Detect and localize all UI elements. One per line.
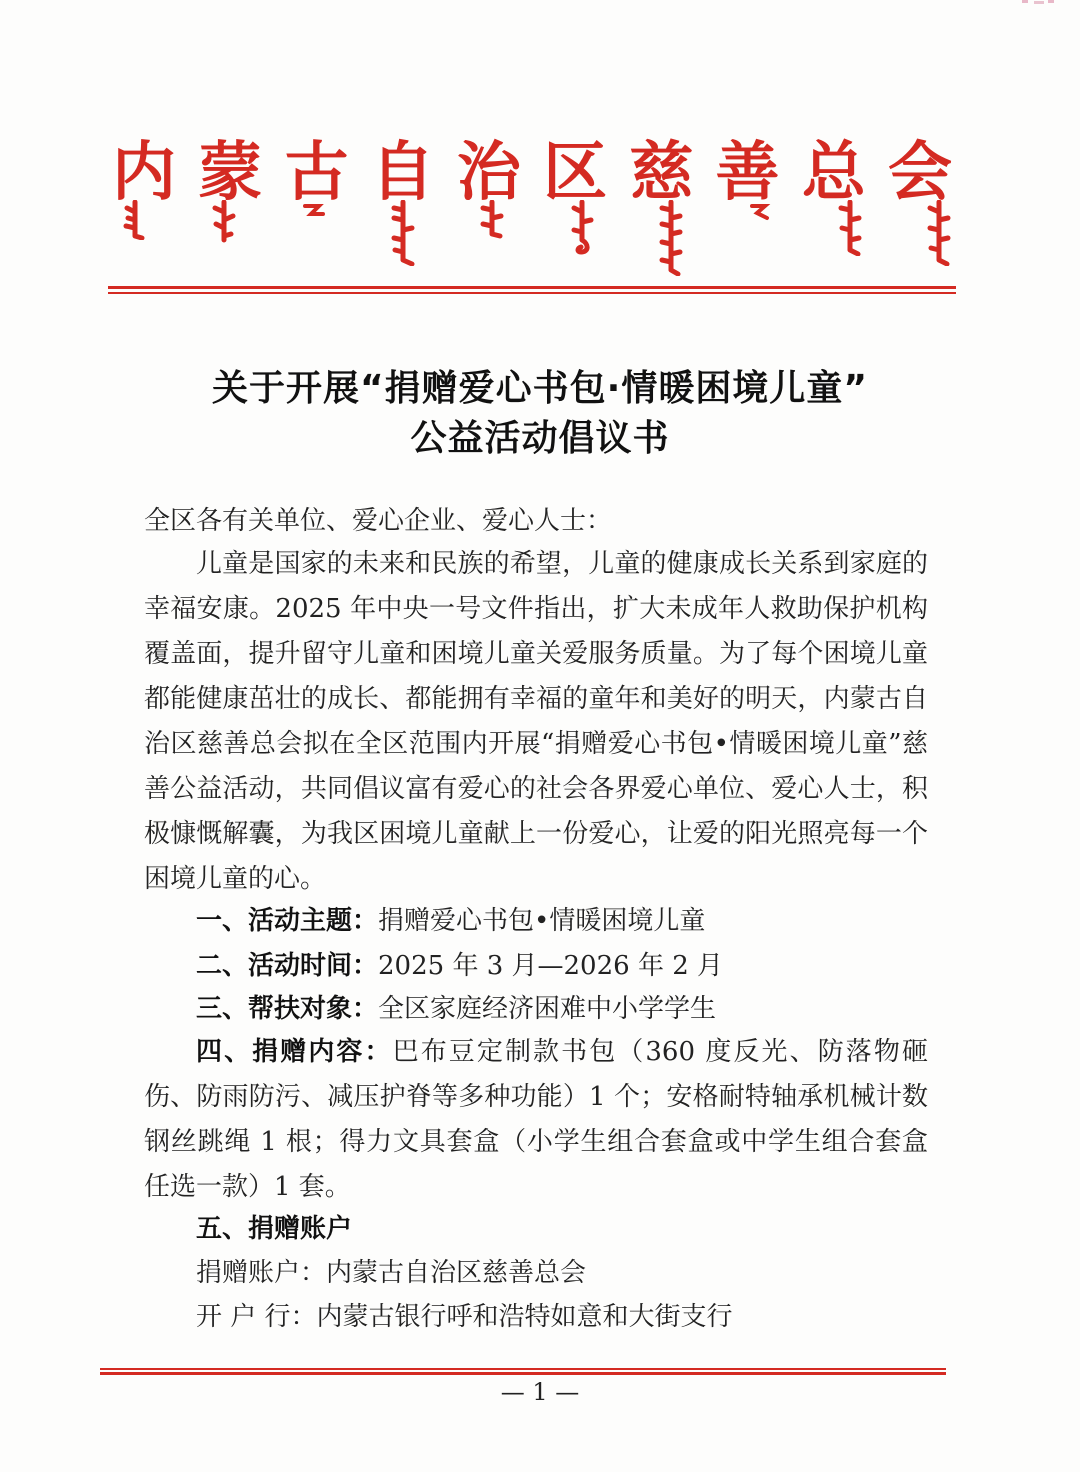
item-donation-account-heading <box>196 1208 928 1245</box>
red-rule-thin-line <box>108 292 956 294</box>
red-rule-thin-line <box>100 1368 946 1370</box>
item-label: 二、活动时间： <box>196 951 379 981</box>
mongolian-word-glyph <box>301 200 327 220</box>
item-donation-content <box>144 1030 928 1210</box>
letterhead-char: 会 <box>887 135 952 210</box>
letterhead-mongolian-script <box>122 200 952 290</box>
account-bank-line: 开 户 行：内蒙古银行呼和浩特如意和大街支行 <box>196 1302 733 1332</box>
mongolian-word-glyph <box>211 200 237 244</box>
item-activity-theme <box>196 900 928 937</box>
item-beneficiaries <box>196 988 928 1025</box>
letterhead-char: 蒙 <box>198 135 263 210</box>
item-value: 捐赠爱心书包•情暖困境儿童 <box>378 906 706 936</box>
letterhead-char: 治 <box>456 135 521 210</box>
mongolian-word-glyph <box>747 200 773 224</box>
letterhead-char: 内 <box>112 135 176 210</box>
item-label: 五、捐赠账户 <box>196 1214 353 1244</box>
letterhead-char: 古 <box>284 135 349 210</box>
item-label: 四、捐赠内容： <box>196 1037 393 1067</box>
mongolian-word-glyph <box>569 200 595 260</box>
item-value: 2025 年 3 月—2026 年 2 月 <box>378 951 724 981</box>
letterhead-char: 总 <box>801 135 866 210</box>
red-rule-thick-line <box>108 286 956 289</box>
salutation: 全区各有关单位、爱心企业、爱心人士： <box>144 506 613 536</box>
item-label: 一、活动主题： <box>196 906 379 936</box>
mongolian-word-glyph <box>390 200 416 266</box>
item-activity-time <box>196 945 928 982</box>
mongolian-word-glyph <box>926 200 952 266</box>
letterhead-char: 善 <box>715 135 780 210</box>
letterhead-char: 区 <box>543 135 608 210</box>
letterhead-char: 自 <box>370 135 435 210</box>
mongolian-word-glyph <box>122 200 148 240</box>
page-number: — 1 — <box>500 1378 580 1406</box>
document-title-line-2: 公益活动倡议书 <box>410 418 670 459</box>
item-value: 全区家庭经济困难中小学学生 <box>378 994 717 1024</box>
red-rule-thick-line <box>100 1372 946 1375</box>
account-name-line: 捐赠账户：内蒙古自治区慈善总会 <box>196 1258 587 1288</box>
letterhead-char: 慈 <box>629 135 694 210</box>
item-value: 巴布豆定制款书包（360 度反光、防落物砸伤、防雨防污、减压护脊等多种功能）1 个；安格耐特轴承机械计数钢丝跳绳 1 根；得力文具套盒（小学生组合套盒或中学生组合套盒任选一款）1 套。 <box>144 1037 928 1202</box>
mongolian-word-glyph <box>479 200 505 240</box>
item-label: 三、帮扶对象： <box>196 994 379 1024</box>
footer-red-rule <box>100 1368 946 1376</box>
mongolian-word-glyph <box>658 200 684 276</box>
document-title-line-1: 关于开展“捐赠爱心书包·情暖困境儿童” <box>212 368 868 409</box>
mongolian-word-glyph <box>837 200 863 256</box>
scan-artifact-mark <box>1020 0 1060 6</box>
intro-paragraph: 儿童是国家的未来和民族的希望，儿童的健康成长关系到家庭的幸福安康。2025 年中央一号文件指出，扩大未成年人救助保护机构覆盖面，提升留守儿童和困境儿童关爱服务质量。为了每个困境儿童都能健康茁壮的成长、都能拥有幸福的童年和美好的明天，内蒙古自治区慈善总会拟在全区范围内开展“捐赠爱心书包•情暖困境儿童”慈善公益活动，共同倡议富有爱心的社会各界爱心单位、爱心人士，积极慷慨解囊，为我区困境儿童献上一份爱心，让爱的阳光照亮每一个困境儿童的心。 <box>144 549 928 894</box>
letterhead-red-rule <box>108 286 956 294</box>
